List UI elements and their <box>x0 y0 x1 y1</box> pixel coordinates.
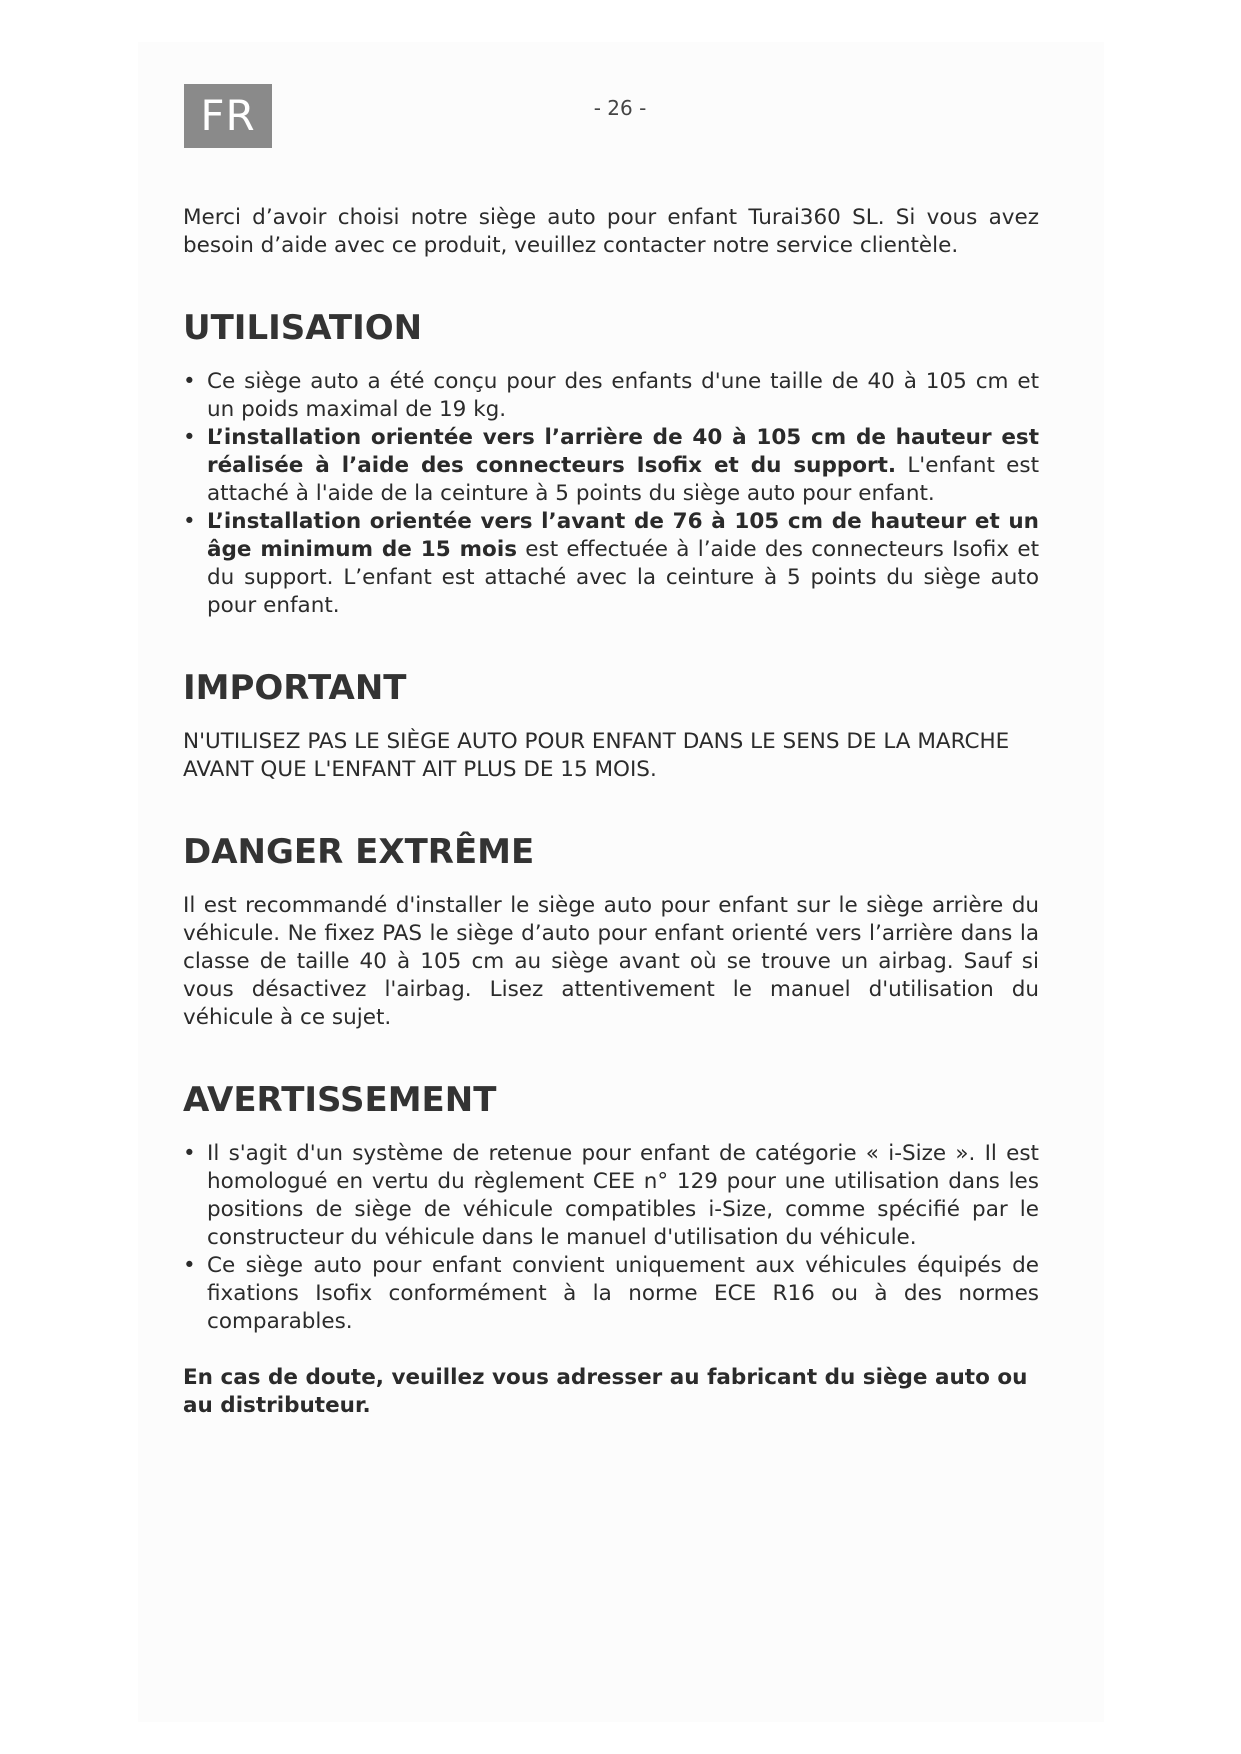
list-item-bold: L’installation orientée vers l’arrière de 40 à 105 cm de hauteur est réalisée à l’aide des connecteurs Isofix et du support. <box>207 425 1039 478</box>
list-item <box>183 1252 1039 1336</box>
page-number: - 26 - <box>593 96 647 120</box>
bullet-icon: • <box>183 1141 196 1166</box>
bullet-icon: • <box>183 509 196 534</box>
section-title-utilisation: UTILISATION <box>183 308 423 348</box>
avertissement-list <box>183 1140 1039 1336</box>
list-item-text: Ce siège auto a été conçu pour des enfants d'une taille de 40 à 105 cm et un poids maximal de 19 kg. <box>207 369 1039 422</box>
list-item-text: Il s'agit d'un système de retenue pour enfant de catégorie « i-Size ». Il est homologué en vertu du règlement CEE n° 129 pour une utilisation dans les positions de siège de véhicule compatibles i-Size, comme spécifié par le constructeur du véhicule dans le manuel d'utilisation du véhicule. <box>207 1141 1039 1250</box>
section-title-danger: DANGER EXTRÊME <box>183 832 535 872</box>
list-item <box>183 508 1039 620</box>
language-badge: FR <box>184 84 272 148</box>
content <box>183 204 1039 1420</box>
important-text: N'UTILISEZ PAS LE SIÈGE AUTO POUR ENFANT DANS LE SENS DE LA MARCHE AVANT QUE L'ENFANT AIT PLUS DE 15 MOIS. <box>183 729 1010 782</box>
list-item <box>183 368 1039 424</box>
section-title-important: IMPORTANT <box>183 668 407 708</box>
closing-note: En cas de doute, veuillez vous adresser au fabricant du siège auto ou au distributeur. <box>183 1365 1028 1418</box>
intro-paragraph: Merci d’avoir choisi notre siège auto pour enfant Turai360 SL. Si vous avez besoin d’aide avec ce produit, veuillez contacter notre service clientèle. <box>183 205 1039 258</box>
list-item <box>183 1140 1039 1252</box>
section-title-avertissement: AVERTISSEMENT <box>183 1080 497 1120</box>
danger-text: Il est recommandé d'installer le siège auto pour enfant sur le siège arrière du véhicule. Ne fixez PAS le siège d’auto pour enfant orienté vers l’arrière dans la classe de taille 40 à 105 cm au siège avant où se trouve un airbag. Sauf si vous désactivez l'airbag. Lisez attentivement le manuel d'utilisation du véhicule à ce sujet. <box>183 893 1039 1030</box>
bullet-icon: • <box>183 369 196 394</box>
list-item <box>183 424 1039 508</box>
list-item-bold: L’installation orientée vers l’avant de 76 à 105 cm de hauteur et un âge minimum de 15 mois <box>207 509 1039 562</box>
list-item-text: Ce siège auto pour enfant convient uniquement aux véhicules équipés de fixations Isofix conformément à la norme ECE R16 ou à des normes comparables. <box>207 1253 1039 1334</box>
list-item-text: L'enfant est attaché à l'aide de la ceinture à 5 points du siège auto pour enfant. <box>207 453 1039 506</box>
bullet-icon: • <box>183 425 196 450</box>
list-item-text: est effectuée à l’aide des connecteurs Isofix et du support. L’enfant est attaché avec la ceinture à 5 points du siège auto pour enfant. <box>207 537 1039 618</box>
utilisation-list <box>183 368 1039 620</box>
bullet-icon: • <box>183 1253 196 1278</box>
